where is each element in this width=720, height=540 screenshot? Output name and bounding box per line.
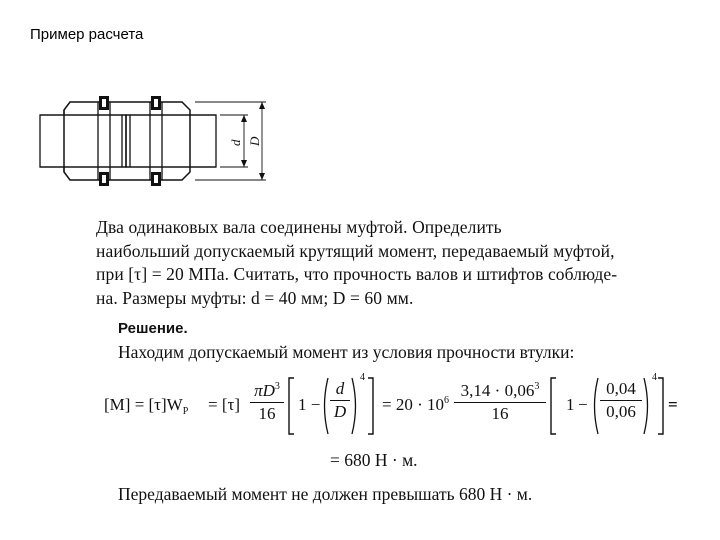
right-square-bracket-2 [656, 376, 666, 436]
problem-line-2: наибольший допускаемый крутящий момент, передаваемый муфтой, [96, 240, 615, 261]
equation: $[M] = [\tau]W_P$ = [τ] $\frac{\pi D^3}{16}$ 1 − $\frac{d}{D}$ 4 = $20 \cdot 10^6$ $\frac{3,14 \cdot 0,06^3}{16}$ 1 − $\frac{0,04}{0,06}$ 4 = [104, 372, 684, 442]
frac1-den: 16 [258, 404, 276, 423]
frac-numeric [454, 376, 546, 425]
label-D: D [247, 136, 262, 146]
ratio2-num: 0,04 [600, 378, 642, 401]
eq-power: 4 [360, 372, 365, 383]
left-square-bracket-2 [548, 376, 558, 436]
frac2-den: 16 [491, 404, 509, 423]
frac-ratio-numeric [600, 378, 642, 423]
problem-line-1: Два одинаковых вала соединены муфтой. Определить [96, 217, 502, 237]
frac1-num: πD [254, 381, 275, 400]
solution-step-1: Находим допускаемый момент из условия прочности втулки: [118, 342, 575, 362]
ratio-den: D [333, 402, 347, 421]
left-paren-2 [590, 376, 600, 436]
right-paren-2 [642, 376, 652, 436]
eq-num-exp: 6 [444, 395, 449, 406]
eq-tau: = [τ] [208, 395, 240, 414]
eq-power-2: 4 [652, 372, 657, 383]
solution-heading: Решение. [118, 320, 188, 337]
eq-lhs: [M] = [τ]W [104, 395, 183, 414]
left-paren [320, 376, 330, 436]
frac1-exp: 3 [274, 381, 280, 392]
frac2-exp: 3 [534, 381, 540, 392]
slide-title: Пример расчета [30, 26, 144, 43]
problem-statement [96, 216, 696, 310]
eq-one-minus: 1 − [298, 395, 321, 414]
conclusion: Передаваемый момент не должен превышать 680 Н · м. [118, 484, 533, 504]
coupling-drawing [30, 88, 280, 192]
eq-num: = 20 · 10 [382, 395, 444, 414]
eq-one: 1 [566, 395, 575, 414]
frac-pi-D3 [250, 376, 284, 425]
right-paren [350, 376, 360, 436]
eq-trail: = [668, 395, 678, 414]
right-square-bracket [366, 376, 376, 436]
eq-lhs-sub: P [182, 406, 189, 417]
frac2-num: 3,14 · 0,06 [460, 381, 535, 400]
ratio2-den: 0,06 [606, 402, 636, 421]
result: = 680 Н · м. [330, 450, 418, 470]
left-square-bracket [286, 376, 296, 436]
frac-d-D [330, 378, 350, 423]
problem-line-3: при [τ] = 20 МПа. Считать, что прочность валов и штифтов соблюде- [96, 264, 618, 284]
problem-line-4: на. Размеры муфты: d = 40 мм; D = 60 мм. [96, 287, 414, 308]
ratio-num: d [335, 379, 345, 398]
label-d: d [228, 139, 243, 146]
